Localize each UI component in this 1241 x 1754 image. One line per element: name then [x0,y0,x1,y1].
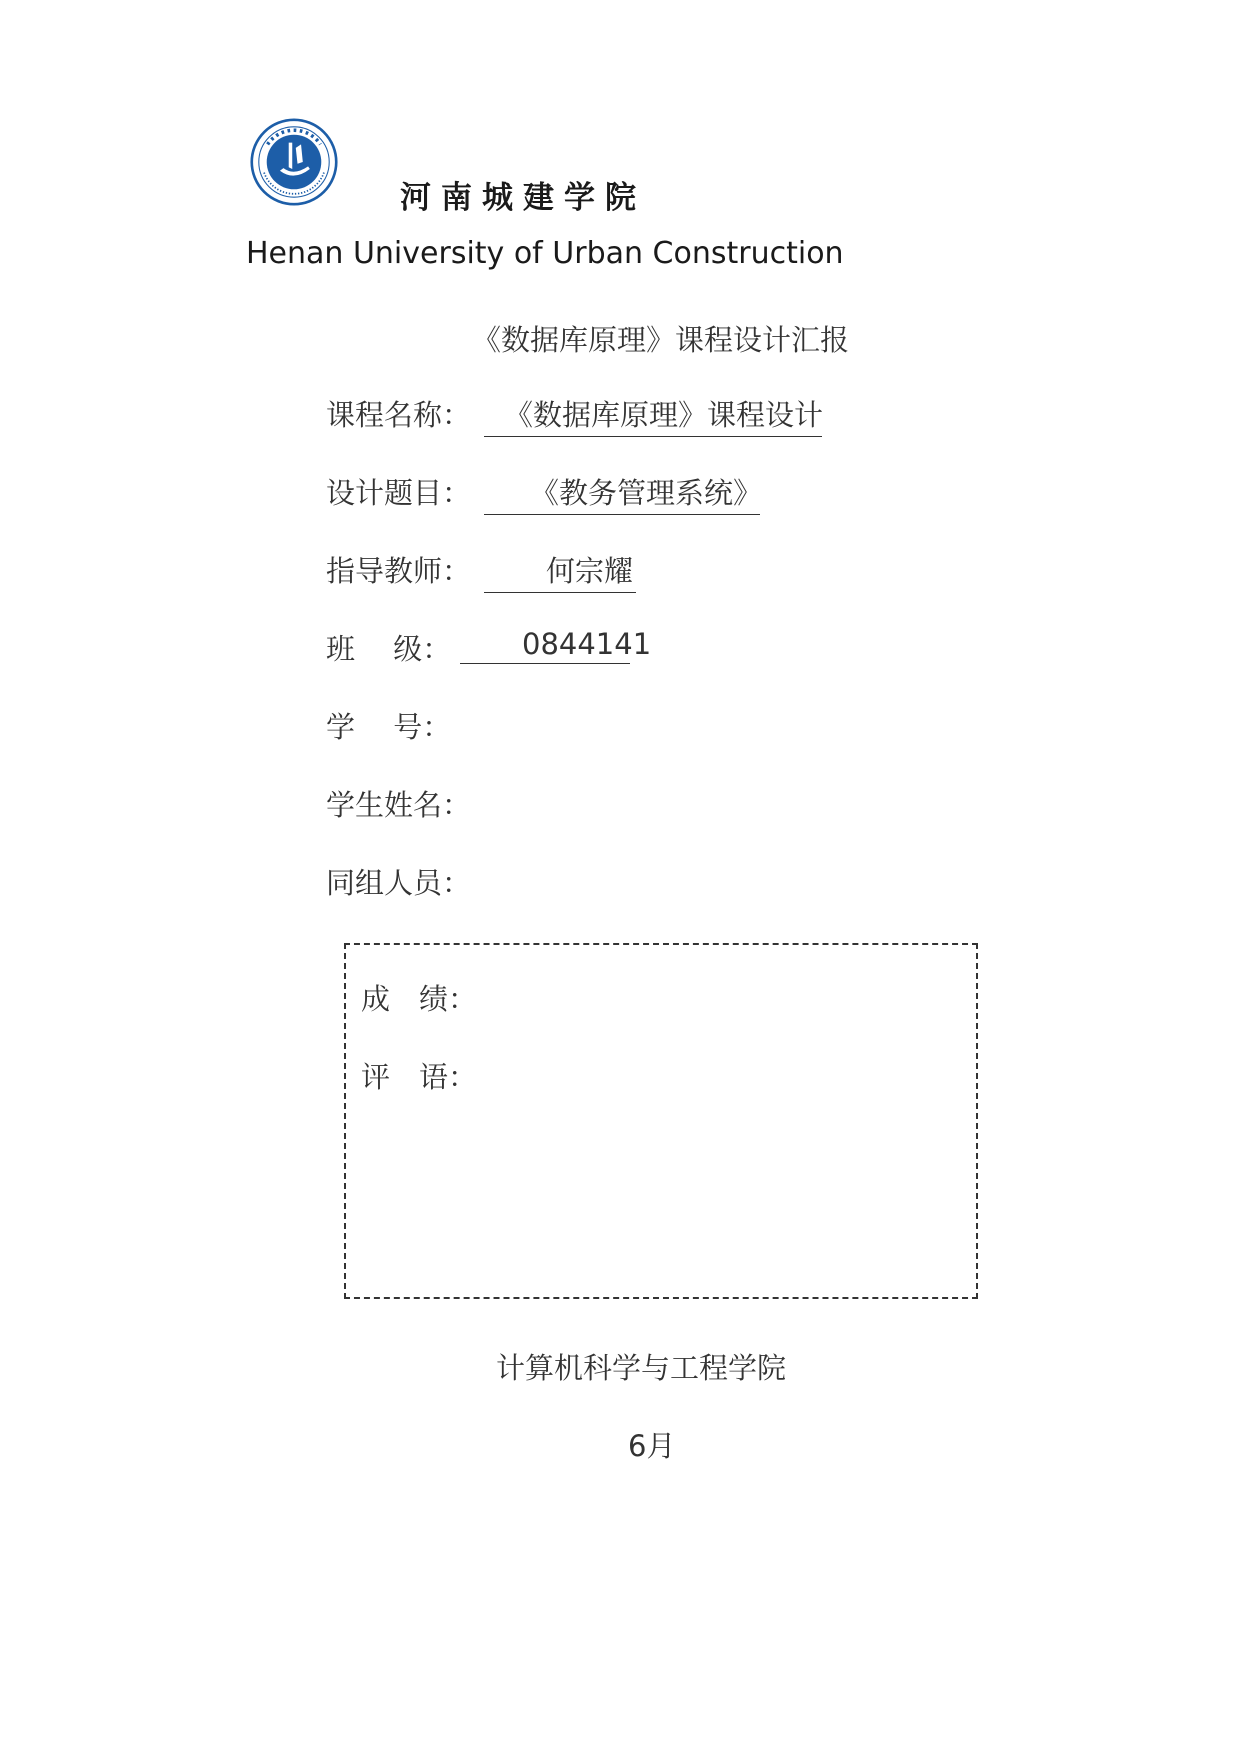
student-id-label: 学 号： [326,710,452,744]
university-name-cn: 河南城建学院 [400,180,646,216]
group-members-label: 同组人员： [326,866,472,900]
course-name-value: 《数据库原理》课程设计 [484,393,822,437]
class-label: 班 级： [326,632,452,666]
comment-label: 评 语： [361,1060,478,1094]
advisor-label: 指导教师： [326,554,472,588]
university-name-en: Henan University of Urban Construction [246,236,844,271]
design-topic-value: 《教务管理系统》 [484,471,760,515]
student-name-label: 学生姓名： [326,788,472,822]
design-topic-label: 设计题目： [326,476,472,510]
class-value: 0844141 [460,627,630,664]
course-name-label: 课程名称： [326,398,472,432]
advisor-value: 何宗耀 [484,549,636,593]
report-date: 6月 [628,1429,676,1463]
grade-box [344,943,978,1299]
university-seal-icon [250,118,338,206]
report-title: 《数据库原理》课程设计汇报 [472,323,850,357]
score-label: 成 绩： [361,982,478,1016]
college-name: 计算机科学与工程学院 [496,1351,787,1385]
